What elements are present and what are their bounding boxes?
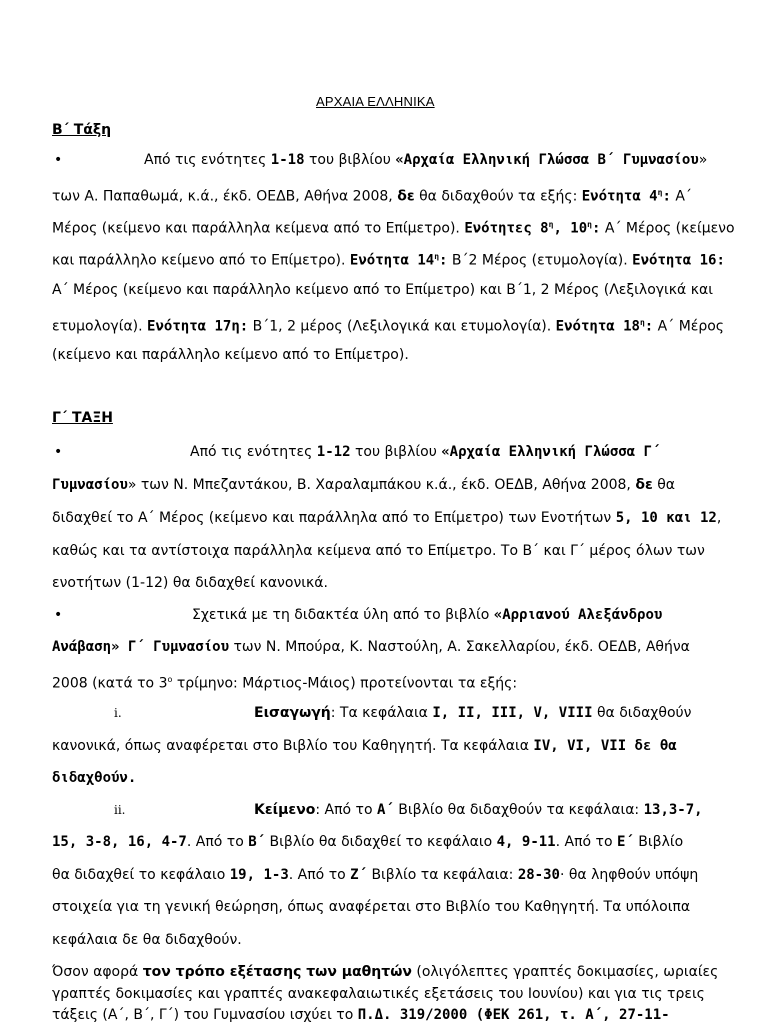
section-c-heading: Γ΄ ΤΑΞΗ	[52, 410, 113, 426]
text-line: κεφάλαια δε θα διδαχθούν.	[52, 932, 242, 948]
text-line: Α΄ Μέρος (κείμενο και παράλληλο κείμενο από το Επίμετρο) και Β΄1, 2 Μέρος (Λεξιλογικά και	[52, 282, 713, 298]
bullet: •	[54, 607, 63, 623]
text-line: θα διδαχθεί το κεφάλαιο 19, 1-3. Από το Ζ΄ Βιβλίο τα κεφάλαια: 28-30· θα ληφθούν υπόψη	[52, 867, 699, 883]
text-line: γραπτές δοκιμασίες και γραπτές ανακεφαλαιωτικές εξετάσεις του Ιουνίου) και για τις τρεις	[52, 986, 705, 1002]
text-line: Ανάβαση» Γ΄ Γυμνασίου των Ν. Μπούρα, Κ. Ναστούλη, Α. Σακελλαρίου, έκδ. ΟΕΔΒ, Αθήνα	[52, 639, 690, 655]
text-line: ετυμολογία). Ενότητα 17η: Β΄1, 2 μέρος (Λεξιλογικά και ετυμολογία). Ενότητα $18^\eta$: Α΄ Μέρος	[52, 318, 725, 335]
text-line: των Α. Παπαθωμά, κ.ά., έκδ. ΟΕΔΒ, Αθήνα 2008, δε θα διδαχθούν τα εξής: Ενότητα $4^\eta$: Α΄	[52, 188, 692, 205]
text-line: (κείμενο και παράλληλο κείμενο από το Επίμετρο).	[52, 347, 409, 363]
text-line: στοιχεία για τη γενική θεώρηση, όπως αναφέρεται στο Βιβλίο του Καθηγητή. Τα υπόλοιπα	[52, 899, 691, 915]
text-line: Μέρος (κείμενο και παράλληλα κείμενα από το Επίμετρο). Ενότητες $8^\eta$, $10^\eta$: Α΄ Μέρος (κείμενο	[52, 220, 735, 237]
text-line: Κείμενο: Από το Α΄ Βιβλίο θα διδαχθούν τα κεφάλαια: 13,3-7,	[254, 802, 703, 818]
text-line: διδαχθούν.	[52, 770, 137, 786]
list-number: ii.	[114, 803, 126, 817]
text-line: 15, 3-8, 16, 4-7. Από το Β΄ Βιβλίο θα διδαχθεί το κεφάλαιο 4, 9-11. Από το Ε΄ Βιβλίο	[52, 834, 684, 850]
text-line: 2008 (κατά το $3^o$ τρίμηνο: Μάρτιος-Μάιος) προτείνονται τα εξής:	[52, 675, 518, 692]
bullet: •	[54, 152, 63, 168]
text-line: Από τις ενότητες 1-18 του βιβλίου «Αρχαία Ελληνική Γλώσσα Β΄ Γυμνασίου»	[144, 152, 708, 168]
list-number: i.	[114, 706, 122, 720]
text-line: Σχετικά με τη διδακτέα ύλη από το βιβλίο «Αρριανού Αλεξάνδρου	[192, 607, 663, 623]
text-line: καθώς και τα αντίστοιχα παράλληλα κείμενα από το Επίμετρο. Το Β΄ και Γ΄ μέρος όλων των	[52, 543, 705, 559]
section-b-heading: Β΄ Τάξη	[52, 122, 112, 138]
bullet: •	[54, 444, 63, 460]
text-line: Εισαγωγή: Τα κεφάλαια Ι, ΙΙ, ΙΙΙ, V, VIII θα διδαχθούν	[254, 705, 692, 721]
page-title: ΑΡΧΑΙΑ ΕΛΛΗΝΙΚΑ	[316, 94, 435, 109]
text-line: κανονικά, όπως αναφέρεται στο Βιβλίο του Καθηγητή. Τα κεφάλαια IV, VI, VII δε θα	[52, 738, 677, 754]
text-line: τάξεις (Α΄, Β΄, Γ΄) του Γυμνασίου ισχύει το Π.Δ. 319/2000 (ΦΕΚ 261, τ. Α΄, 27-11-	[52, 1007, 670, 1023]
text-line: και παράλληλο κείμενο από το Επίμετρο). Ενότητα $14^\eta$: Β΄2 Μέρος (ετυμολογία). Ενότητα 16:	[52, 252, 725, 269]
text-line: ενοτήτων (1-12) θα διδαχθεί κανονικά.	[52, 575, 328, 591]
text-line: Από τις ενότητες 1-12 του βιβλίου «Αρχαία Ελληνική Γλώσσα Γ΄	[190, 444, 661, 460]
text-line: διδαχθεί το Α΄ Μέρος (κείμενο και παράλληλα από το Επίμετρο) των Ενοτήτων 5, 10 και 12,	[52, 510, 722, 526]
text-line: Όσον αφορά τον τρόπο εξέτασης των μαθητών (ολιγόλεπτες γραπτές δοκιμασίες, ωριαίες	[52, 964, 719, 980]
text-line: Γυμνασίου» των Ν. Μπεζαντάκου, Β. Χαραλαμπάκου κ.ά., έκδ. ΟΕΔΒ, Αθήνα 2008, δε θα	[52, 477, 675, 493]
